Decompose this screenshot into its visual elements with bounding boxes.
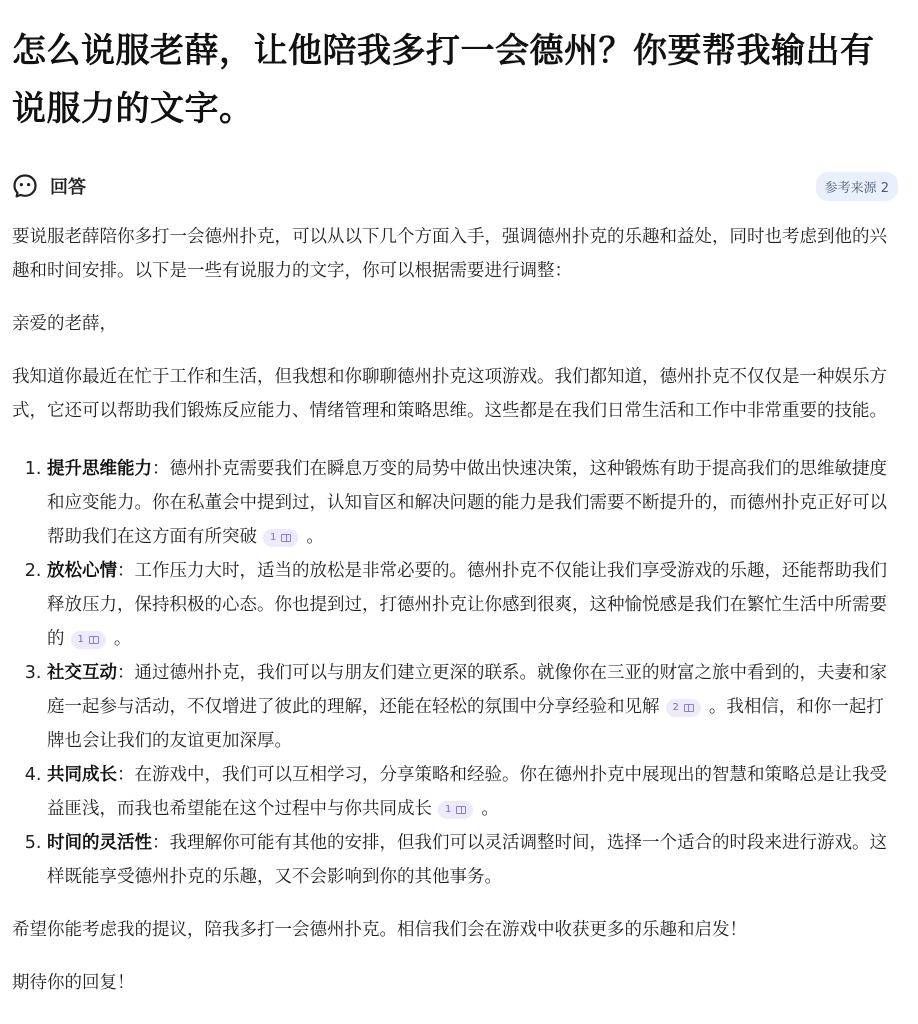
point-text: ：工作压力大时，适当的放松是非常必要的。德州扑克不仅能让我们享受游戏的乐趣，还能帮助我们释放压力，保持积极的心态。你也提到过，打德州扑克让你感到很爽，这种愉悦感是我们在繁忙生活中所需要的 [47, 561, 887, 649]
point-after: 。我相信，和你一起打牌也会让我们的友谊更加深厚。 [47, 697, 884, 751]
point-after: 。 [113, 629, 132, 649]
answer-label-group [12, 173, 86, 199]
citation-number: 1 [445, 804, 452, 815]
point-title: 放松心情 [47, 561, 117, 581]
book-icon [89, 636, 99, 644]
book-icon [456, 806, 466, 814]
citation-badge[interactable] [71, 631, 106, 649]
point-text: ：我理解你可能有其他的安排，但我们可以灵活调整时间，选择一个适合的时段来进行游戏。这样既能享受德州扑克的乐趣，又不会影响到你的其他事务。 [47, 833, 887, 887]
letter-closing: 希望你能考虑我的提议，陪我多打一会德州扑克。相信我们会在游戏中收获更多的乐趣和启发！ [12, 920, 747, 940]
citation-number: 1 [270, 532, 277, 543]
citation-badge[interactable] [263, 529, 298, 547]
point-title: 提升思维能力 [47, 459, 152, 479]
citation-badge[interactable] [666, 699, 701, 717]
list-item [47, 656, 894, 758]
point-after: 。 [481, 799, 499, 819]
chat-bubble-icon [12, 173, 38, 199]
citation-number: 2 [672, 702, 679, 713]
answer-header [12, 170, 894, 202]
point-text: ：德州扑克需要我们在瞬息万变的局势中做出快速决策，这种锻炼有助于提高我们的思维敏捷度和应变能力。你在私董会中提到过，认知盲区和解决问题的能力是我们需要不断提升的，而德州扑克正好可以帮助我们在这方面有所突破 [47, 459, 887, 547]
list-item [47, 826, 894, 894]
points-list [12, 452, 894, 894]
answer-intro: 要说服老薛陪你多打一会德州扑克，可以从以下几个方面入手，强调德州扑克的乐趣和益处，同时也考虑到他的兴趣和时间安排。以下是一些有说服力的文字，你可以根据需要进行调整： [12, 227, 887, 281]
citation-number: 1 [77, 634, 84, 645]
book-icon [684, 704, 694, 712]
point-text: ：在游戏中，我们可以互相学习，分享策略和经验。你在德州扑克中展现出的智慧和策略总是让我受益匪浅，而我也希望能在这个过程中与你共同成长 [47, 765, 887, 819]
point-text: ：通过德州扑克，我们可以与朋友们建立更深的联系。就像你在三亚的财富之旅中看到的，夫妻和家庭一起参与活动，不仅增进了彼此的理解，还能在轻松的氛围中分享经验和见解 [47, 663, 887, 717]
list-item [47, 758, 894, 826]
point-title: 时间的灵活性 [47, 833, 152, 853]
point-title: 社交互动 [47, 663, 117, 683]
point-after: 。 [306, 527, 324, 547]
question-title: 怎么说服老薛，让他陪我多打一会德州？你要帮我输出有说服力的文字。 [12, 31, 875, 129]
book-icon [281, 534, 291, 542]
answer-body [12, 220, 894, 1000]
list-item [47, 554, 894, 656]
answer-label: 回答 [50, 177, 86, 198]
letter-intro: 我知道你最近在忙于工作和生活，但我想和你聊聊德州扑克这项游戏。我们都知道，德州扑克不仅仅是一种娱乐方式，它还可以帮助我们锻炼反应能力、情绪管理和策略思维。这些都是在我们日常生活和工作中非常重要的技能。 [12, 367, 887, 421]
citation-badge[interactable] [438, 801, 473, 819]
letter-greeting: 亲爱的老薛， [12, 314, 117, 334]
reference-sources-button[interactable]: 参考来源 2 [816, 172, 898, 201]
point-title: 共同成长 [47, 765, 117, 785]
list-item [47, 452, 894, 554]
letter-signoff: 期待你的回复！ [12, 973, 135, 993]
